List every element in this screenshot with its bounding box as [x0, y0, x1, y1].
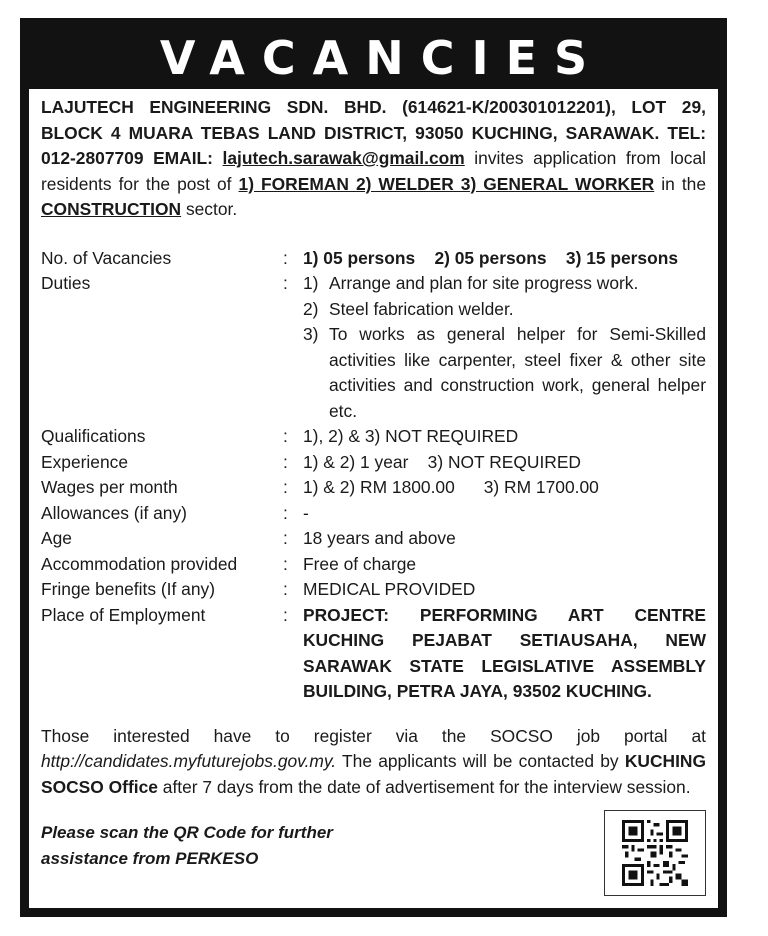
separator: : [283, 451, 288, 472]
wages-label: Wages per month [41, 477, 178, 497]
wages-value: 1) & 2) RM 1800.00 3) RM 1700.00 [303, 477, 599, 497]
duties-list [303, 271, 706, 424]
detail-row-wages [41, 475, 706, 501]
details-list [41, 246, 706, 705]
place-value: PROJECT: PERFORMING ART CENTRE KUCHING PEJABAT SETIAUSAHA, NEW SARAWAK STATE LEGISLATIVE ASSEMBLY BUILDING, PETRA JAYA, 93502 KUCHING. [303, 604, 706, 701]
qualifications-value: 1), 2) & 3) NOT REQUIRED [303, 426, 519, 446]
sector-name: CONSTRUCTION [41, 199, 182, 219]
detail-row-age [41, 526, 706, 552]
intro-text-2: in the [661, 173, 706, 194]
separator: : [283, 528, 288, 548]
footer-paragraph [41, 724, 706, 801]
portal-link[interactable]: http://candidates.myfuturejobs.gov.my. [41, 751, 337, 771]
detail-row-place [41, 603, 706, 705]
page-title: VACANCIES [29, 27, 718, 89]
footer-text-2: The applicants will be contacted by [342, 751, 619, 771]
detail-row-accommodation [41, 552, 706, 578]
detail-row-duties [41, 271, 706, 424]
footer-text-3: after 7 days from the date of advertisement for the interview session. [162, 776, 691, 797]
allowances-value: - [303, 502, 309, 523]
detail-row-qualifications [41, 424, 706, 450]
ad-body [41, 95, 706, 871]
footer-text: Those interested have to register via the SOCSO job portal at [41, 725, 706, 746]
duty-text: To works as general helper for Semi-Skilled activities like carpenter, steel fixer & other site activities and construction work, general helper etc. [329, 324, 706, 421]
vacancies-label: No. of Vacancies [41, 247, 172, 268]
duty-number: 1) [303, 273, 319, 293]
allowances-label: Allowances (if any) [41, 502, 187, 523]
separator: : [283, 579, 288, 599]
fringe-label: Fringe benefits (If any) [41, 579, 215, 599]
place-label: Place of Employment [41, 604, 206, 625]
experience-label: Experience [41, 451, 129, 472]
age-value: 18 years and above [303, 528, 456, 548]
intro-text-3: sector. [185, 199, 238, 219]
separator: : [283, 273, 288, 293]
age-label: Age [41, 528, 72, 548]
separator: : [283, 553, 288, 574]
separator: : [283, 477, 288, 497]
intro-paragraph [41, 95, 706, 223]
separator: : [283, 247, 288, 268]
qr-instruction-line: assistance from PERKESO [41, 848, 259, 868]
detail-row-vacancies [41, 246, 706, 272]
duty-number: 2) [303, 298, 319, 319]
vacancies-value: 1) 05 persons 2) 05 persons 3) 15 persons [303, 247, 679, 268]
qualifications-label: Qualifications [41, 426, 146, 446]
email-link[interactable]: lajutech.sarawak@gmail.com [222, 148, 465, 168]
qr-code-box[interactable] [604, 810, 706, 896]
duty-item [303, 297, 706, 323]
accommodation-label: Accommodation provided [41, 553, 238, 574]
separator: : [283, 502, 288, 523]
separator: : [283, 426, 288, 446]
detail-row-experience [41, 450, 706, 476]
qr-code-icon[interactable] [622, 820, 688, 886]
accommodation-value: Free of charge [303, 553, 417, 574]
duties-label: Duties [41, 273, 91, 293]
qr-instruction-line: Please scan the QR Code for further [41, 823, 333, 842]
duty-text: Steel fabrication welder. [329, 298, 514, 319]
detail-row-fringe [41, 577, 706, 603]
detail-row-allowances [41, 501, 706, 527]
duty-number: 3) [303, 324, 319, 344]
posts-list: 1) FOREMAN 2) WELDER 3) GENERAL WORKER [238, 173, 655, 194]
advertisement-frame [20, 18, 727, 917]
fringe-value: MEDICAL PROVIDED [303, 579, 476, 599]
separator: : [283, 604, 288, 625]
duty-text: Arrange and plan for site progress work. [329, 273, 639, 293]
experience-value: 1) & 2) 1 year 3) NOT REQUIRED [303, 451, 581, 472]
duty-item [303, 271, 706, 297]
duty-item [303, 322, 706, 424]
office-name: KUCHING SOCSO Office [41, 751, 706, 797]
company-info: LAJUTECH ENGINEERING SDN. BHD. (614621-K/200301012201), LOT 29, BLOCK 4 MUARA TEBAS LAND DISTRICT, 93050 KUCHING, SARAWAK. TEL: 012-2807709 EMAIL: [41, 97, 706, 168]
intro-text: invites application from local residents for the post of [41, 148, 706, 194]
